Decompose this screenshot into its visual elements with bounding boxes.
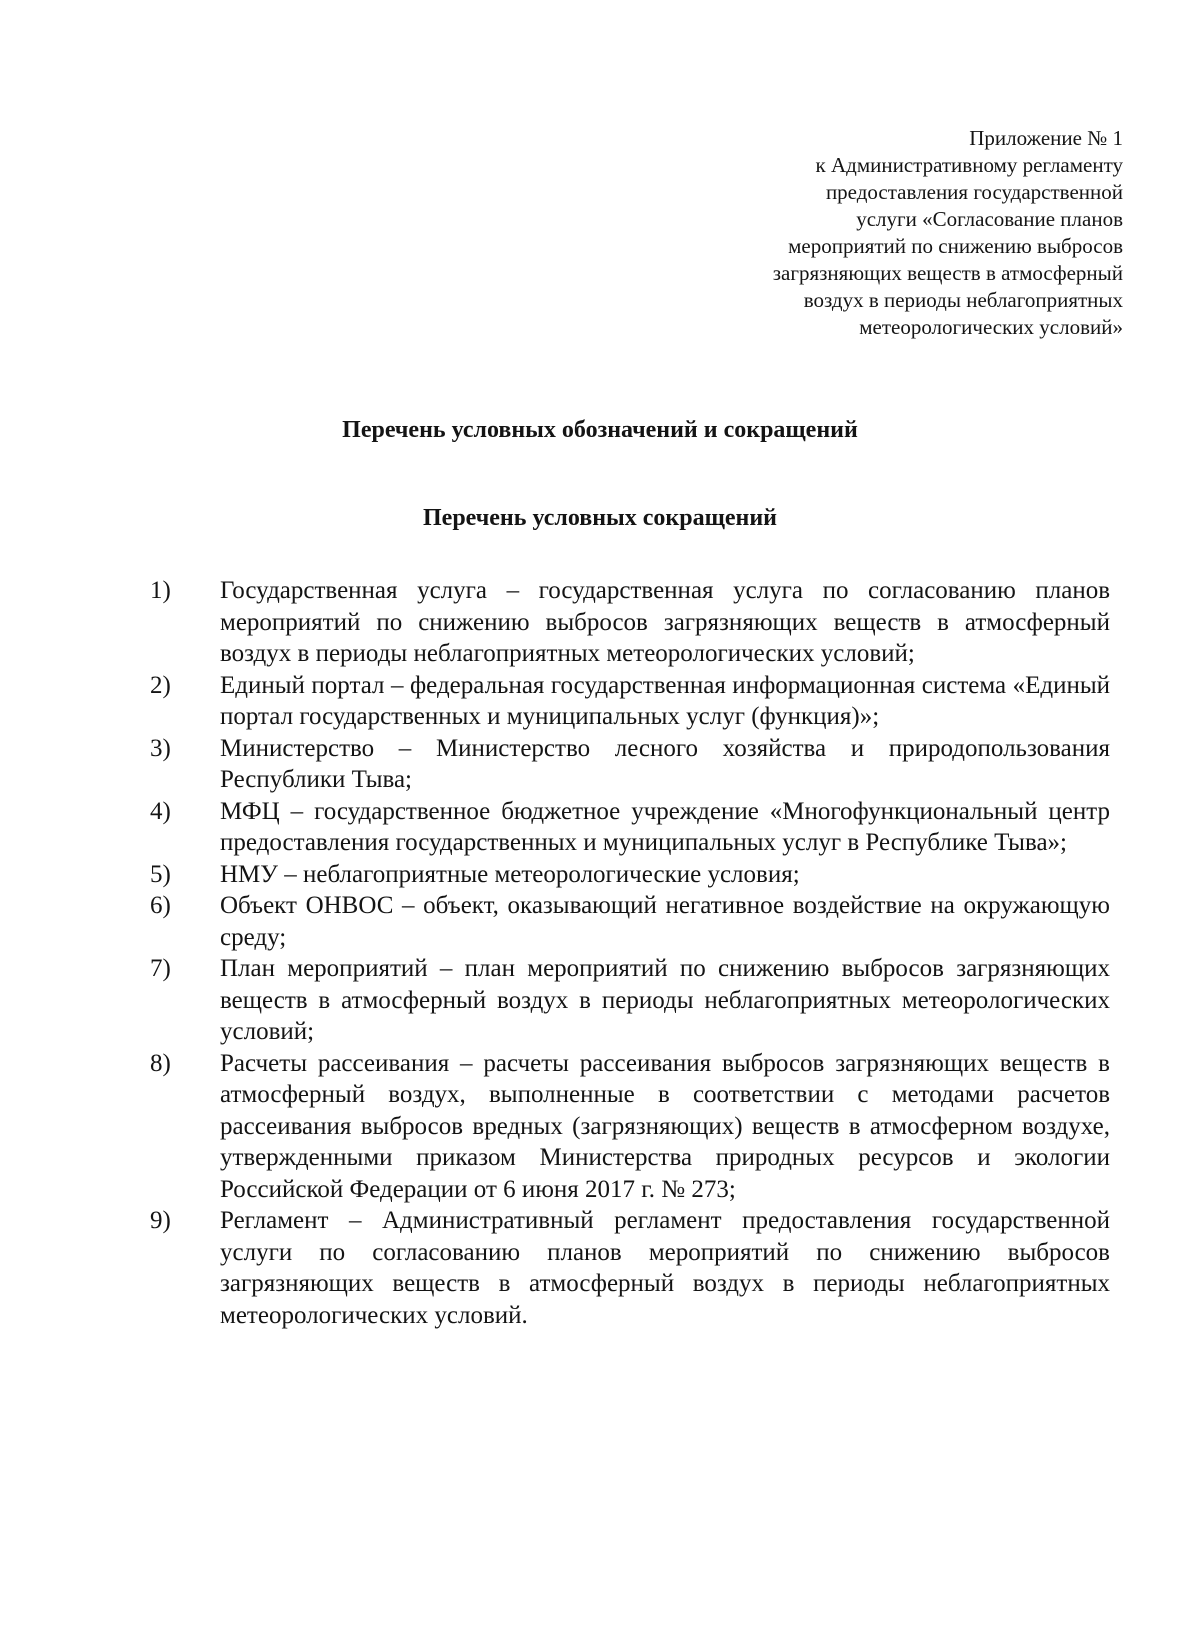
list-item [150, 953, 1110, 1048]
item-text: Объект ОНВОС – объект, оказывающий негативное воздействие на окружающую среду; [220, 892, 1110, 951]
item-number: 4) [150, 797, 171, 825]
item-text: Регламент – Административный регламент предоставления государственной услуги по согласованию планов мероприятий по снижению выбросов загрязняющих веществ в атмосферный воздух в периоды неблагоприятных метеорологических условий. [220, 1207, 1110, 1329]
item-text: Министерство – Министерство лесного хозяйства и природопользования Республики Тыва; [220, 734, 1110, 793]
item-text: МФЦ – государственное бюджетное учреждение «Многофункциональный центр предоставления государственных и муниципальных услуг в Республике Тыва»; [220, 797, 1110, 856]
appendix-line: мероприятий по снижению выбросов [788, 234, 1123, 258]
appendix-line: воздух в периоды неблагоприятных [803, 288, 1123, 312]
item-number: 6) [150, 892, 171, 919]
item-number: 1) [150, 577, 171, 604]
appendix-header [563, 125, 1123, 341]
list-item [150, 859, 1110, 891]
item-text: НМУ – неблагоприятные метеорологические условия; [220, 860, 800, 888]
item-number: 9) [150, 1207, 171, 1234]
list-item [150, 1048, 1110, 1206]
section-title: Перечень условных сокращений [423, 505, 777, 531]
list-item [150, 670, 1110, 733]
item-number: 2) [150, 671, 171, 699]
list-item [150, 796, 1110, 859]
appendix-line: к Административному регламенту [815, 153, 1123, 177]
appendix-line: загрязняющих веществ в атмосферный [772, 261, 1123, 285]
list-item [150, 575, 1110, 670]
appendix-line: Приложение № 1 [969, 126, 1123, 150]
appendix-line: услуги «Согласование планов [856, 207, 1123, 231]
list-item [150, 1205, 1110, 1331]
item-text: Государственная услуга – государственная услуга по согласованию планов мероприятий по снижению выбросов загрязняющих веществ в атмосферный воздух в периоды неблагоприятных метеорологических условий; [220, 577, 1110, 667]
item-text: План мероприятий – план мероприятий по снижению выбросов загрязняющих веществ в атмосферный воздух в периоды неблагоприятных метеорологических условий; [220, 955, 1110, 1045]
appendix-line: предоставления государственной [825, 180, 1123, 204]
abbreviations-list [150, 575, 1110, 1331]
item-number: 8) [150, 1049, 171, 1077]
item-text: Расчеты рассеивания – расчеты рассеивания выбросов загрязняющих веществ в атмосферный воздух, выполненные в соответствии с методами расчетов рассеивания выбросов вредных (загрязняющих) веществ в атмосферном воздухе, утвержденными приказом Министерства природных ресурсов и экологии Российской Федерации от 6 июня 2017 г. № 273; [220, 1049, 1110, 1203]
list-item [150, 733, 1110, 796]
item-number: 5) [150, 860, 171, 888]
document-title: Перечень условных обозначений и сокращений [342, 417, 858, 443]
item-text: Единый портал – федеральная государственная информационная система «Единый портал государственных и муниципальных услуг (функция)»; [220, 671, 1110, 730]
item-number: 7) [150, 955, 171, 982]
appendix-line: метеорологических условий» [859, 315, 1123, 339]
item-number: 3) [150, 734, 171, 762]
list-item [150, 890, 1110, 953]
